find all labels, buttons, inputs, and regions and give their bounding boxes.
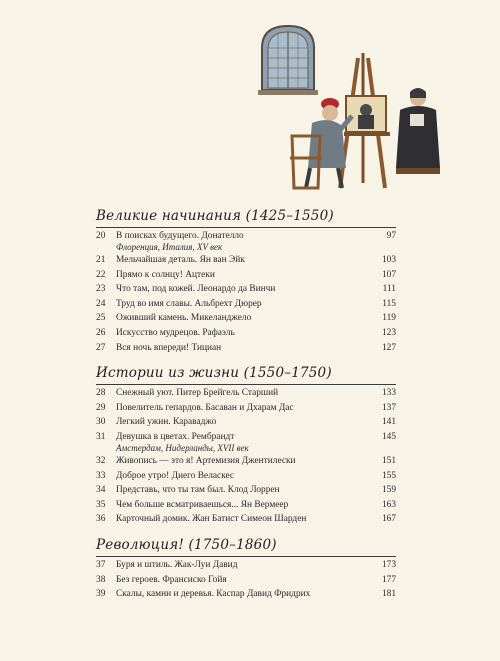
entry-title: Снежный уют. Питер Брейгель Старший — [116, 388, 279, 399]
entry-title: Что там, под кожей. Леонардо да Винчи — [116, 284, 276, 295]
entry-page: 159 — [381, 485, 396, 496]
entry-title: Прямо к солнцу! Ацтеки — [116, 269, 215, 280]
entry-number: 35 — [96, 499, 106, 510]
entry-page: 97 — [386, 231, 396, 241]
toc-entry — [96, 417, 396, 432]
entry-subtitle: Амстердам, Нидерланды, XVII век — [116, 442, 249, 453]
toc-entry — [96, 575, 396, 590]
entry-title: Представь, что ты там был. Клод Лоррен — [116, 485, 280, 496]
toc-entry — [96, 560, 396, 575]
entry-number: 39 — [96, 589, 106, 600]
toc-entry — [96, 432, 396, 456]
entry-subtitle: Флоренция, Италия, XV век — [116, 242, 223, 252]
entry-page: 181 — [381, 589, 396, 600]
entry-title: Оживший камень. Микеланджело — [116, 313, 252, 324]
entry-page: 133 — [381, 388, 396, 399]
entry-title: Девушка в цветах. Рембрандт — [116, 431, 235, 442]
entry-title: В поисках будущего. Донателло — [116, 231, 244, 241]
entry-page: 123 — [381, 327, 396, 338]
entry-number: 22 — [96, 269, 106, 280]
entry-number: 29 — [96, 402, 106, 413]
entry-number: 24 — [96, 298, 106, 309]
section-title: Революция! (1750–1860) — [96, 537, 396, 557]
entry-page: 119 — [382, 313, 396, 324]
toc-entry — [96, 328, 396, 343]
entry-title: Буря и штиль. Жак-Луи Давид — [116, 559, 238, 570]
entry-number: 32 — [96, 455, 106, 466]
section-title: Великие начинания (1425–1550) — [96, 208, 396, 228]
entry-number: 25 — [96, 313, 106, 324]
toc-entry — [96, 284, 396, 299]
entry-page: 151 — [381, 455, 396, 466]
painter-illustration — [250, 18, 450, 193]
entry-number: 23 — [96, 284, 106, 295]
entry-page: 173 — [381, 559, 396, 570]
entry-page: 127 — [381, 342, 396, 353]
entry-page: 167 — [381, 514, 396, 525]
entry-page: 107 — [381, 269, 396, 280]
toc-entry — [96, 456, 396, 471]
entry-page: 177 — [381, 574, 396, 585]
toc-entry — [96, 255, 396, 270]
entry-title: Мельчайшая деталь. Ян ван Эйк — [116, 255, 245, 265]
window-icon — [258, 26, 318, 95]
entry-number: 34 — [96, 485, 106, 496]
toc-entry — [96, 589, 396, 604]
toc-entry — [96, 270, 396, 285]
entry-page: 111 — [382, 284, 396, 295]
entry-title: Живопись — это я! Артемизия Джентилески — [116, 455, 296, 466]
entry-number: 30 — [96, 417, 106, 428]
entry-number: 36 — [96, 514, 106, 525]
toc-entry — [96, 485, 396, 500]
entry-number: 20 — [96, 231, 106, 241]
entry-title: Доброе утро! Диего Веласкес — [116, 470, 235, 481]
entry-title: Труд во имя славы. Альбрехт Дюрер — [116, 298, 262, 309]
section — [96, 365, 396, 529]
entry-title: Чем больше всматриваешься... Ян Вермеер — [116, 499, 289, 510]
entry-title: Без героев. Франсиско Гойя — [116, 574, 227, 585]
entry-number: 37 — [96, 559, 106, 570]
toc-entry — [96, 388, 396, 403]
toc-entry — [96, 403, 396, 418]
entry-page: 155 — [381, 470, 396, 481]
entry-number: 27 — [96, 342, 106, 353]
entry-number: 33 — [96, 470, 106, 481]
entry-title: Вся ночь впереди! Тициан — [116, 342, 222, 353]
entry-page: 141 — [381, 417, 396, 428]
entry-page: 163 — [381, 499, 396, 510]
toc-entry — [96, 231, 396, 255]
table-of-contents — [96, 200, 396, 604]
entry-number: 31 — [96, 431, 106, 442]
entry-title: Скалы, камни и деревья. Каспар Давид Фридрих — [116, 589, 311, 600]
toc-entry — [96, 500, 396, 515]
entry-page: 137 — [381, 402, 396, 413]
toc-entry — [96, 313, 396, 328]
entry-number: 21 — [96, 255, 106, 265]
section — [96, 208, 396, 357]
sitter-figure-icon — [396, 88, 440, 174]
entry-page: 103 — [381, 255, 396, 265]
entry-title: Повелитель гепардов. Басаван и Дхарам Дас — [116, 402, 294, 413]
entry-page: 115 — [382, 298, 396, 309]
section-title: Истории из жизни (1550–1750) — [96, 365, 396, 385]
toc-entry — [96, 299, 396, 314]
toc-entry — [96, 471, 396, 486]
toc-entry — [96, 514, 396, 529]
entry-title: Карточный домик. Жан Батист Симеон Шарден — [116, 514, 307, 525]
entry-number: 28 — [96, 388, 106, 399]
entry-number: 26 — [96, 327, 106, 338]
entry-title: Легкий ужин. Караваджо — [116, 417, 217, 428]
entry-page: 145 — [381, 431, 396, 442]
entry-number: 38 — [96, 574, 106, 585]
section — [96, 537, 396, 604]
entry-title: Искусство мудрецов. Рафаэль — [116, 327, 235, 338]
toc-entry — [96, 343, 396, 358]
